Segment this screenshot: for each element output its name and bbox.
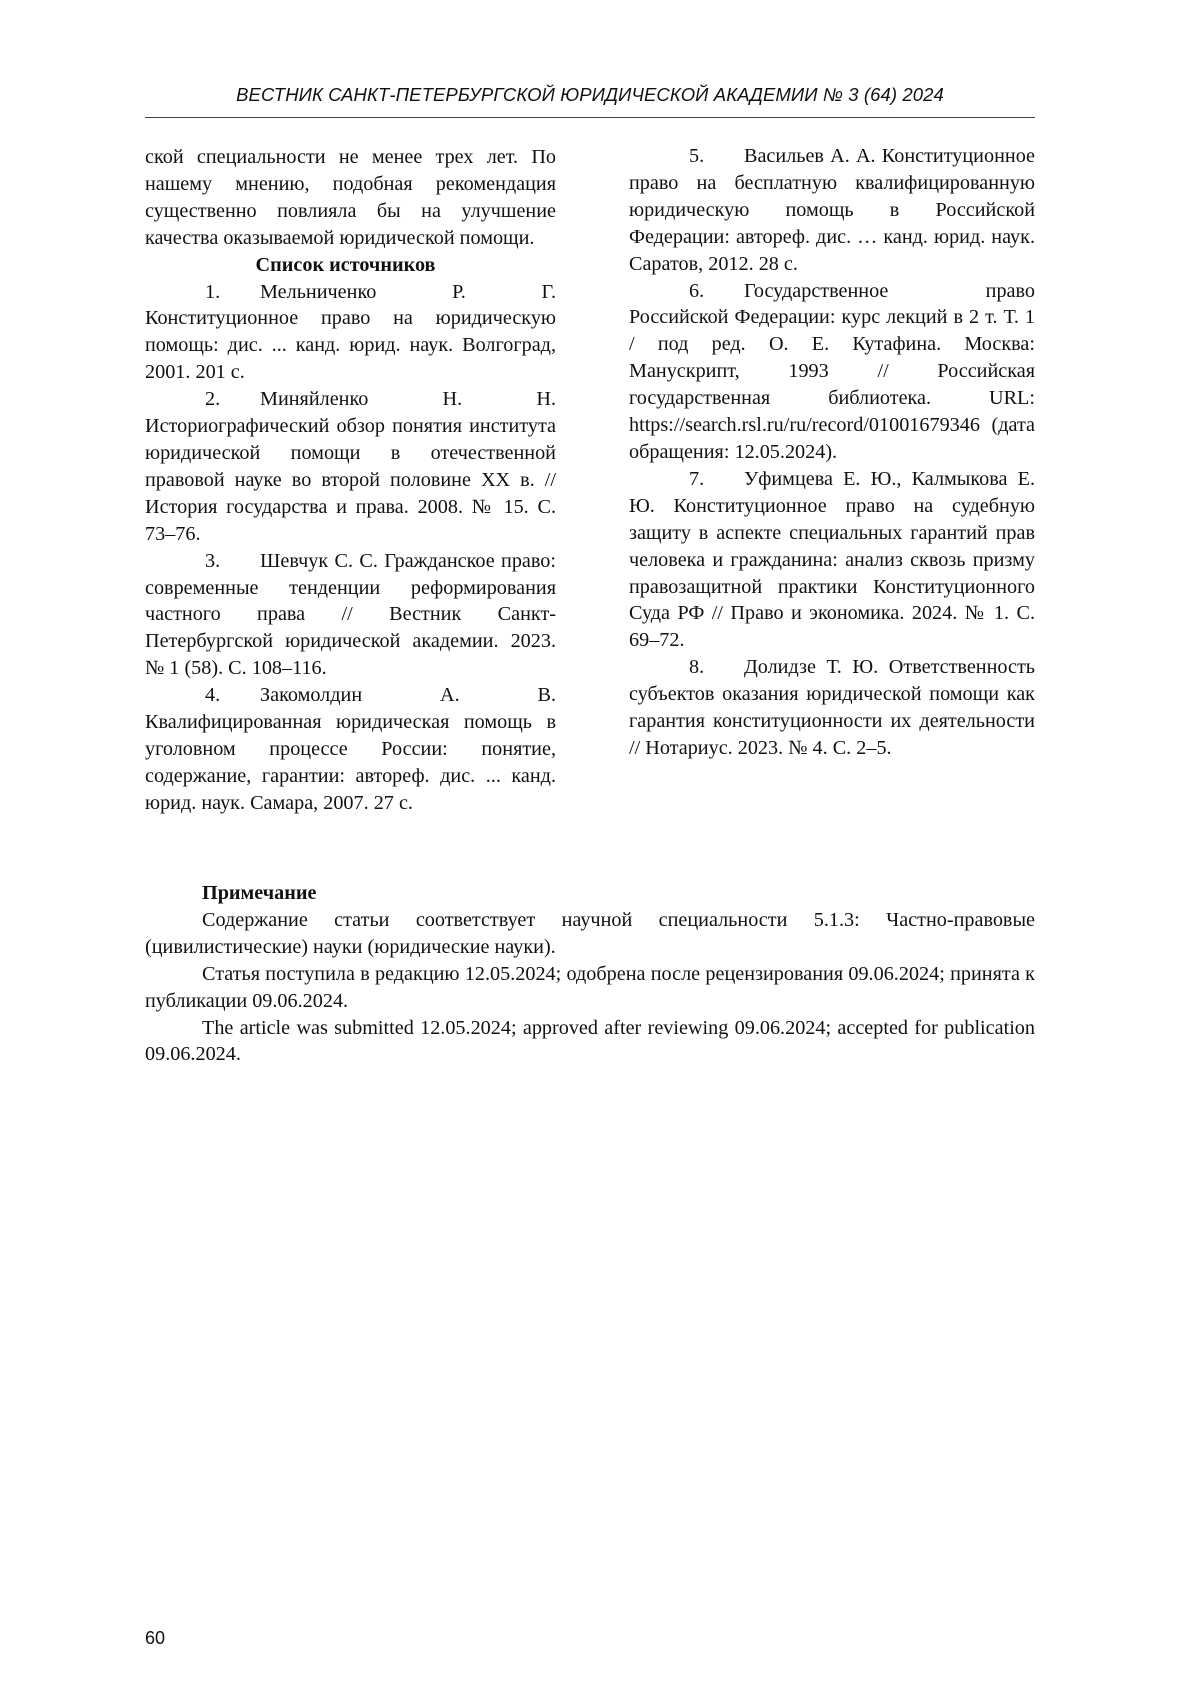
intro-paragraph: ской специальности не менее трех лет. По нашему мнению, подобная рекомендация существенно повлияла бы на улучшение качества оказываемой юридической помощи. xyxy=(145,146,556,249)
reference-text: Васильев А. А. Конституционное право на бесплатную квалифицированную юридическую помощь в Российской Федерации: автореф. дис. … канд. юрид. наук. Саратов, 2012. 28 с. xyxy=(629,145,1035,275)
reference-number: 3. xyxy=(205,549,221,572)
reference-number: 4. xyxy=(205,684,221,707)
note-block xyxy=(145,880,1035,1068)
header-rule xyxy=(145,117,1035,118)
reference-text: Миняйленко Н. Н. Историографический обзор понятия института юридической помощи в отечественной правовой науке во второй половине XX в. // История государства и права. 2008. № 15. С. 73–76. xyxy=(145,388,556,545)
reference-number: 8. xyxy=(689,656,705,679)
reference-item xyxy=(145,386,556,547)
note-dates-ru-paragraph: Статья поступила в редакцию 12.05.2024; одобрена после рецензирования 09.06.2024; принята к публикации 09.06.2024. xyxy=(145,962,1035,1012)
reference-item xyxy=(629,278,1035,466)
reference-item xyxy=(629,654,1035,762)
right-column xyxy=(629,143,1035,762)
sources-heading: Список источников xyxy=(255,253,436,276)
reference-item xyxy=(629,466,1035,654)
note-title: Примечание xyxy=(202,882,317,904)
reference-text: Долидзе Т. Ю. Ответственность субъектов оказания юридической помощи как гарантия конституционности их деятельности // Нотариус. 2023. № 4. С. 2–5. xyxy=(629,656,1035,759)
reference-number: 7. xyxy=(689,467,705,490)
reference-item xyxy=(145,548,556,683)
running-title: ВЕСТНИК САНКТ-ПЕТЕРБУРГСКОЙ ЮРИДИЧЕСКОЙ АКАДЕМИИ № 3 (64) 2024 xyxy=(236,84,944,105)
reference-number: 5. xyxy=(689,145,705,167)
reference-item xyxy=(629,143,1035,278)
note-specialty-paragraph: Содержание статьи соответствует научной специальности 5.1.3: Частно-правовые (цивилистические) науки (юридические науки). xyxy=(145,908,1035,958)
reference-text: Мельниченко Р. Г. Конституционное право на юридическую помощь: дис. ... канд. юрид. наук. Волгоград, 2001. 201 с. xyxy=(145,280,556,384)
reference-number: 6. xyxy=(689,279,705,302)
note-dates-en-paragraph: The article was submitted 12.05.2024; approved after reviewing 09.06.2024; accepted for publication 09.06.2024. xyxy=(145,1016,1035,1066)
reference-item xyxy=(145,279,556,387)
reference-text: Государственное право Российской Федерации: курс лекций в 2 т. Т. 1 / под ред. О. Е. Кутафина. Москва: Манускрипт, 1993 // Российская государственная библиотека. URL: https://search.rsl.ru/ru/record/01001679346 (дата обращения: 12.05.2024). xyxy=(629,279,1035,463)
reference-item xyxy=(145,682,556,817)
reference-number: 2. xyxy=(205,388,221,411)
left-column xyxy=(145,144,556,817)
reference-number: 1. xyxy=(205,280,221,303)
page-number: 60 xyxy=(145,1628,166,1648)
reference-text: Закомолдин А. В. Квалифицированная юридическая помощь в уголовном процессе России: понятие, содержание, гарантии: автореф. дис. ... канд. юрид. наук. Самара, 2007. 27 с. xyxy=(145,684,556,814)
reference-text: Уфимцева Е. Ю., Калмыкова Е. Ю. Конституционное право на судебную защиту в аспекте специальных гарантий прав человека и гражданина: анализ сквозь призму правозащитной практики Конституционного Суда РФ // Право и экономика. 2024. № 1. С. 69–72. xyxy=(629,467,1035,652)
reference-text: Шевчук С. С. Гражданское право: современные тенденции реформирования частного права // Вестник Санкт-Петербургской юридической академии. 2023. № 1 (58). С. 108–116. xyxy=(145,549,556,680)
